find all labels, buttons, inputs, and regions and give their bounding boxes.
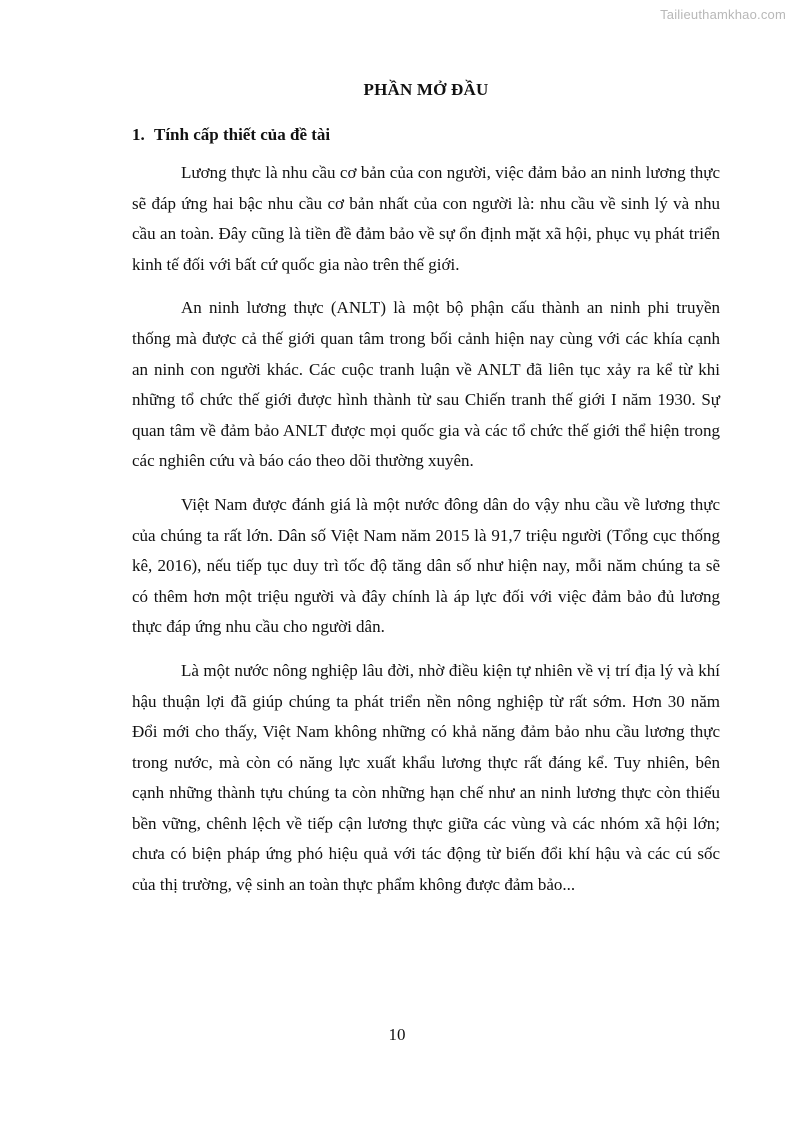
section-heading (132, 122, 720, 148)
page-title: PHẦN MỞ ĐẦU (363, 80, 489, 99)
section-number: 1. (132, 125, 145, 144)
page-content (132, 78, 720, 901)
paragraph-food-needs: Lương thực là nhu cầu cơ bản của con người, việc đảm bảo an ninh lương thực sẽ đáp ứng hai bậc nhu cầu cơ bản nhất của con người là: nhu cầu về sinh lý và nhu cầu an toàn. Đây cũng là tiền đề đảm bảo về sự ổn định mặt xã hội, phục vụ phát triển kinh tế đối với bất cứ quốc gia nào trên thế giới. (132, 163, 720, 274)
paragraph-population: Việt Nam được đánh giá là một nước đông dân do vậy nhu cầu về lương thực của chúng ta rất lớn. Dân số Việt Nam năm 2015 là 91,7 triệu người (Tổng cục thống kê, 2016), nếu tiếp tục duy trì tốc độ tăng dân số như hiện nay, mỗi năm chúng ta sẽ có thêm hơn một triệu người và đây chính là áp lực đối với việc đảm bảo đủ lương thực đáp ứng nhu cầu cho người dân. (132, 494, 720, 637)
page-number: 10 (388, 1025, 406, 1044)
section-heading-text: Tính cấp thiết của đề tài (154, 125, 331, 144)
watermark: Tailieuthamkhao.com (660, 7, 786, 22)
paragraph-agriculture: Là một nước nông nghiệp lâu đời, nhờ điều kiện tự nhiên về vị trí địa lý và khí hậu thuận lợi đã giúp chúng ta phát triển nền nông nghiệp từ rất sớm. Hơn 30 năm Đổi mới cho thấy, Việt Nam không những có khả năng đảm bảo nhu cầu lương thực trong nước, mà còn có năng lực xuất khẩu lương thực rất đáng kể. Tuy nhiên, bên cạnh những thành tựu chúng ta còn những hạn chế như an ninh lương thực còn thiếu bền vững, chênh lệch về tiếp cận lương thực giữa các vùng và các nhóm xã hội lớn; chưa có biện pháp ứng phó hiệu quả với tác động từ biến đổi khí hậu và các cú sốc của thị trường, vệ sinh an toàn thực phẩm không được đảm bảo... (132, 660, 720, 895)
paragraph-food-security-definition: An ninh lương thực (ANLT) là một bộ phận cấu thành an ninh phi truyền thống mà được cả thế giới quan tâm trong bối cảnh hiện nay cùng với các khía cạnh an ninh con người khác. Các cuộc tranh luận về ANLT đã liên tục xảy ra kể từ khi những tổ chức thế giới được hình thành từ sau Chiến tranh thế giới I năm 1930. Sự quan tâm về đảm bảo ANLT được mọi quốc gia và các tổ chức thế giới thể hiện trong các nghiên cứu và báo cáo theo dõi thường xuyên. (132, 298, 720, 471)
